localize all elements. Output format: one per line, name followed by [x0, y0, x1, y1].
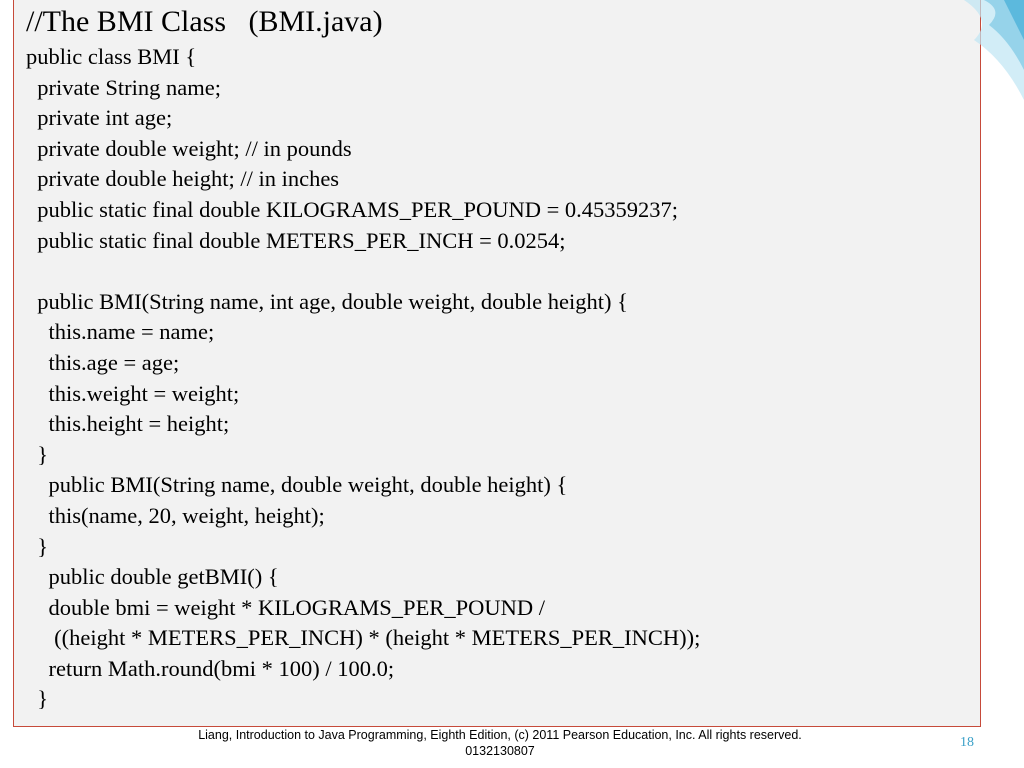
corner-decoration-graphic: [964, 0, 1024, 100]
code-line: private int age;: [26, 105, 173, 131]
code-line: public static final double METERS_PER_INCH = 0.0254;: [26, 227, 566, 253]
code-line: [26, 256, 700, 287]
code-line: public double getBMI() {: [26, 564, 279, 590]
code-block: [26, 42, 700, 715]
code-panel: [13, 0, 981, 727]
code-line: ((height * METERS_PER_INCH) * (height * METERS_PER_INCH));: [26, 625, 701, 651]
page-number: 18: [960, 735, 974, 750]
code-line: }: [26, 441, 49, 467]
code-line: this.weight = weight;: [26, 380, 240, 406]
code-line: public static final double KILOGRAMS_PER_POUND = 0.45359237;: [26, 196, 679, 222]
code-line: this.age = age;: [26, 349, 180, 375]
code-line: public class BMI {: [26, 44, 197, 69]
code-line: this(name, 20, weight, height);: [26, 502, 325, 528]
code-line: return Math.round(bmi * 100) / 100.0;: [26, 655, 395, 681]
slide-title: //The BMI Class (BMI.java): [26, 5, 383, 38]
code-line: }: [26, 533, 49, 559]
code-line: private double height; // in inches: [26, 166, 340, 192]
code-line: private double weight; // in pounds: [26, 135, 352, 161]
code-line: }: [26, 686, 49, 712]
code-line: private String name;: [26, 74, 221, 100]
code-line: public BMI(String name, int age, double weight, double height) {: [26, 288, 628, 314]
code-line: this.name = name;: [26, 319, 215, 345]
footer-citation: Liang, Introduction to Java Programming, Eighth Edition, (c) 2011 Pearson Education, Inc. All rights reserved. 0132130807: [198, 728, 802, 758]
code-line: public BMI(String name, double weight, double height) {: [26, 472, 568, 498]
code-line: double bmi = weight * KILOGRAMS_PER_POUND /: [26, 594, 545, 620]
code-line: this.height = height;: [26, 411, 230, 437]
